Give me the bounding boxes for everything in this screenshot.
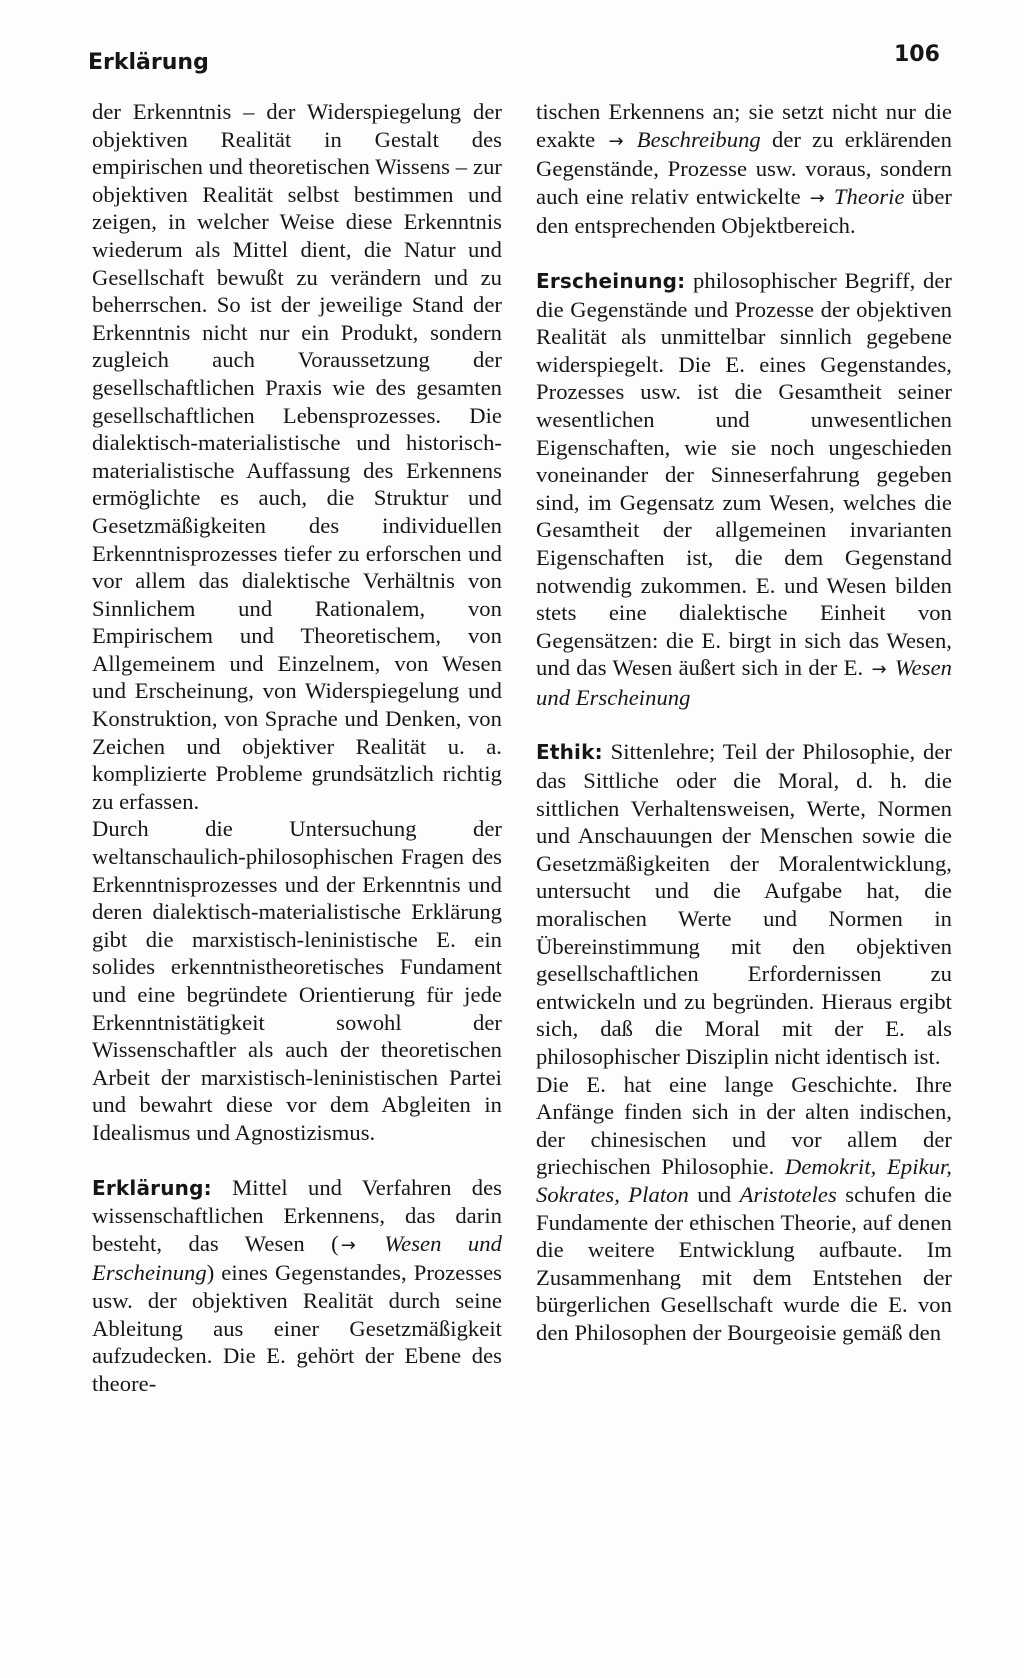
entry-text: der zu erklärenden Gegenstände, Prozesse usw. voraus, sondern auch eine relativ entwickelte <box>536 126 952 209</box>
cross-reference-link[interactable]: Wesen und Erscheinung <box>536 655 952 710</box>
left-column <box>92 98 502 1397</box>
entry-erscheinung <box>536 267 952 712</box>
entry-text: tischen Erkennens an; sie setzt nicht nur die exakte <box>536 99 952 152</box>
entry-text: Die E. hat eine lange Geschichte. Ihre Anfänge finden sich in der alten indischen, der chinesischen und vor allem der griechischen Philosophie. <box>536 1071 952 1180</box>
entry-continuation-paragraph: der Erkenntnis – der Widerspiegelung der objektiven Realität in Gestalt des empirischen und theoretischen Wissens – zur objektiven Realität selbst bestimmen und zeigen, in welcher Weise diese Erkenntnis wiederum als Mittel dient, die Natur und Gesellschaft bewußt zu verändern und zu beherrschen. So ist der jeweilige Stand der Erkenntnis nicht nur ein Produkt, sondern zugleich auch Voraussetzung der gesellschaftlichen Praxis wie des gesamten gesellschaftlichen Lebensprozesses. Die dialektisch-materialistische und historisch-materialistische Auffassung des Erkennens ermöglichte es auch, die Struktur und Gesetzmäßigkeiten des individuellen Erkenntnisprozesses tiefer zu erforschen und vor allem das dialektische Verhältnis von Sinnlichem und Rationalem, von Empirischem und Theoretischem, von Allgemeinem und Einzelnem, von Wesen und Erscheinung, von Widerspiegelung und Konstruktion, von Sprache und Denken, von Zeichen und objektiver Realität u. a. komplizierte Probleme grundsätzlich richtig zu erfassen. <box>92 99 502 814</box>
entry-text: philosophischer Begriff, der die Gegenstände und Prozesse der objektiven Realität als unmittelbar sinnlich gegebene widerspiegelt. Die E. eines Gegenstandes, Prozesses usw. ist die Gesamtheit seiner wesentlichen und unwesentlichen Eigenschaften, wie sie noch ungeschieden voneinander der Sinneserfahrung gegeben sind, im Gegensatz zum Wesen, welches die Gesamtheit der allgemeinen invarianten Eigenschaften ist, die dem Gegenstand notwendig zukommen. E. und Wesen bilden stets eine dialektische Einheit von Gegensätzen: die E. birgt in sich das Wesen, und das Wesen äußert sich in der E. <box>536 267 952 681</box>
entry-ethik <box>536 738 952 1070</box>
cross-reference-arrow-icon: → <box>608 130 624 152</box>
entry-spacer <box>92 1147 502 1174</box>
entry-text: Sittenlehre; Teil der Philosophie, der das Sittliche oder die Moral, d. h. die sittlichen Verhaltensweisen, Werte, Normen und Anschauungen der Menschen sowie die Gesetzmäßigkeiten der Moralentwicklung, untersucht und die Aufgabe hat, die moralischen Werte und Normen in Übereinstimmung mit den objektiven gesellschaftlichen Erfordernissen zu entwickeln und zu begründen. Hieraus ergibt sich, daß die Moral mit der E. als philosophischer Disziplin nicht identisch ist. <box>536 739 952 1069</box>
entry-text: Mittel und Verfahren des wissenschaftlichen Erkennens, das darin besteht, das Wesen ( <box>92 1174 502 1256</box>
cross-reference-arrow-icon: → <box>871 659 887 681</box>
cross-reference-arrow-icon: → <box>809 187 825 209</box>
running-title: Erklärung <box>88 50 209 75</box>
entry-text: und <box>688 1181 740 1207</box>
cross-reference-link[interactable]: Beschreibung <box>625 126 761 152</box>
headword-erscheinung: Erscheinung: <box>536 268 686 293</box>
cross-reference-arrow-icon: → <box>340 1234 356 1256</box>
philosopher-names: Demokrit, Epikur, Sokrates, Platon <box>536 1154 952 1207</box>
philosopher-name: Aristoteles <box>739 1181 837 1207</box>
entry-text: über den entsprechenden Objektbereich. <box>536 183 952 239</box>
right-column <box>536 98 952 1347</box>
entry-spacer <box>536 240 952 267</box>
page-number: 106 <box>894 42 940 67</box>
entry-ethik-paragraph <box>536 1071 952 1347</box>
entry-text: ) eines Gegenstandes, Prozesses usw. der objektiven Realität durch seine Ableitung aus einer Gesetzmäßigkeit aufzudecken. Die E. gehört der Ebene des theore- <box>92 1260 502 1396</box>
headword-ethik: Ethik: <box>536 740 603 765</box>
cross-reference-link[interactable]: Wesen und Erscheinung <box>92 1230 502 1286</box>
headword-erklaerung: Erklärung: <box>92 1175 212 1200</box>
entry-spacer <box>536 711 952 738</box>
entry-paragraph: Durch die Untersuchung der weltanschaulich-philosophischen Fragen des Erkenntnisprozesses und der Erkenntnis und deren dialektisch-materialistische Erklärung gibt die marxistisch-leninistische E. ein solides erkenntnistheoretisches Fundament und eine begründete Orientierung für jede Erkenntnistätigkeit sowohl der Wissenschaftler als auch der theoretischen Arbeit der marxistisch-leninistischen Partei und bewahrt diese vor dem Abgleiten in Idealismus und Agnostizismus. <box>92 816 502 1145</box>
entry-text: schufen die Fundamente der ethischen Theorie, auf denen die weitere Entwicklung aufbaute. Im Zusammenhang mit dem Entstehen der bürgerlichen Gesellschaft wurde die E. von den Philosophen der Bourgeoisie gemäß den <box>536 1181 952 1345</box>
entry-erklaerung-continuation <box>536 98 952 240</box>
entry-erklaerung <box>92 1174 502 1398</box>
cross-reference-link[interactable]: Theorie <box>826 183 905 209</box>
